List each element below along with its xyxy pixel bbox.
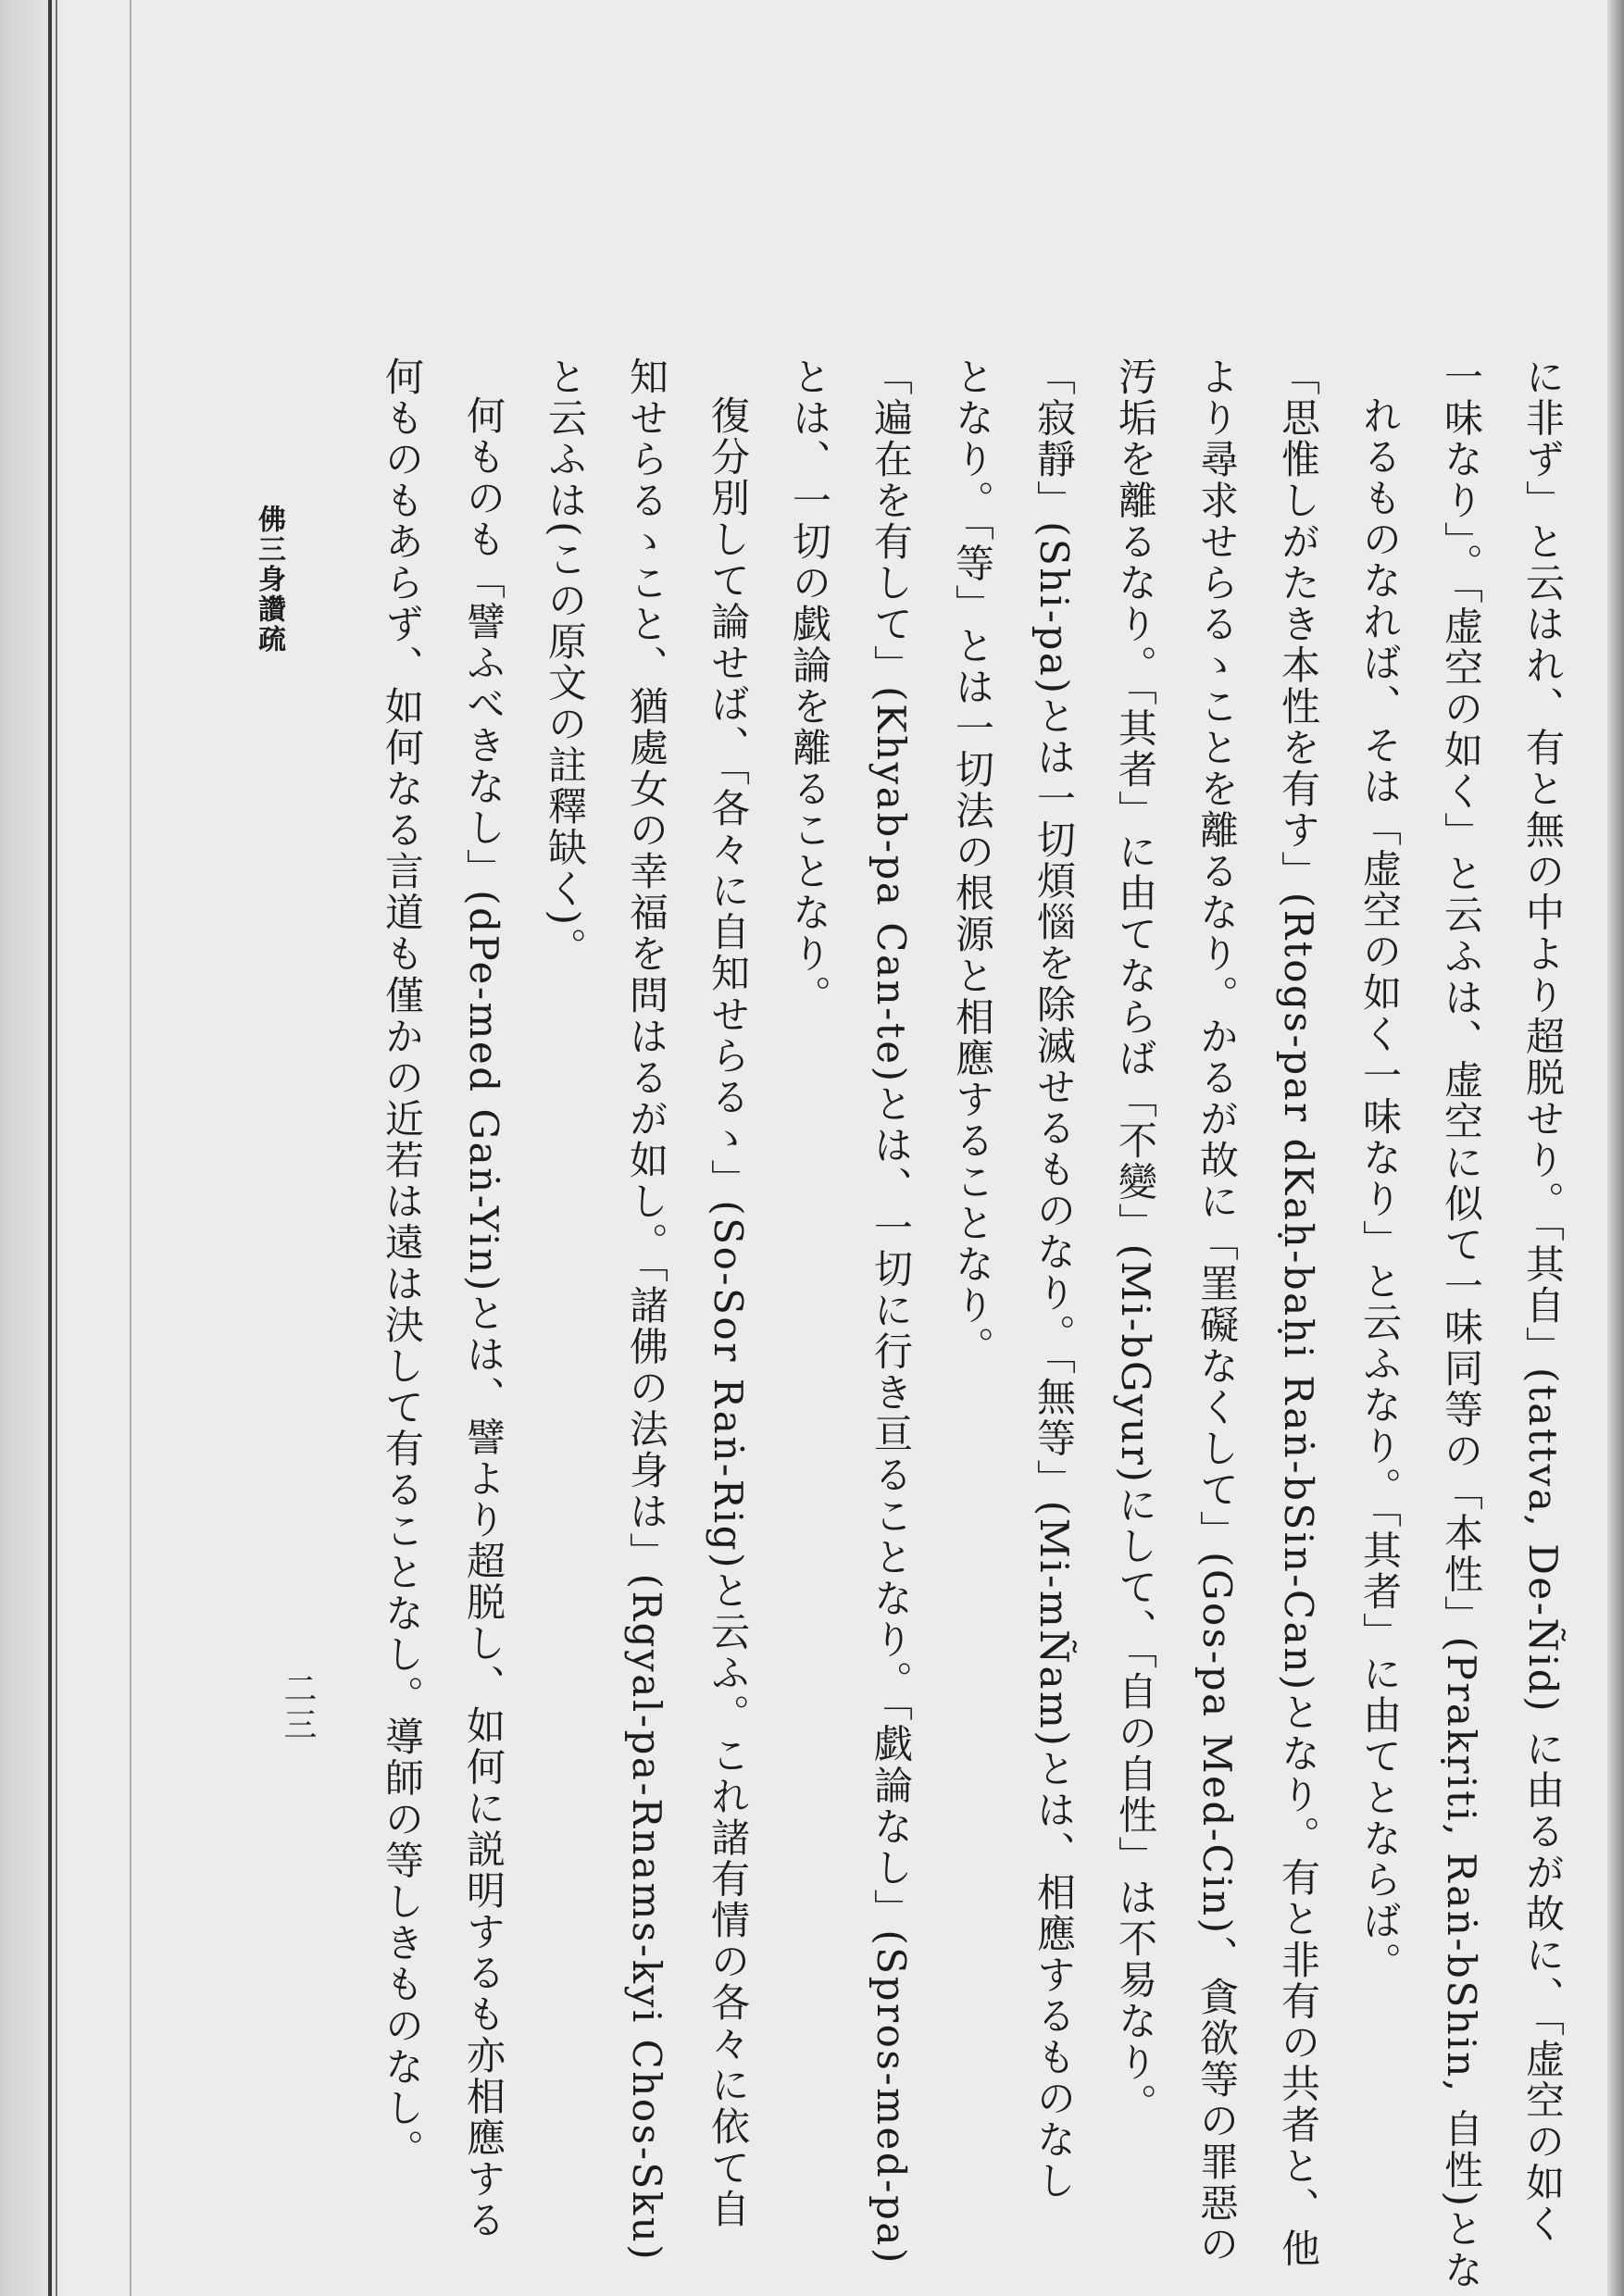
- text-line: 「思惟しがたき本性を有す」(Rtogs-par dKaḥ-baḥi Raṅ-bSin-Can)となり。有と非有の共者と、他: [1276, 356, 1321, 2269]
- text-line: 「遍在を有して」(Khyab-pa Can-te)とは、一切に行き亘ることなり。「戯論なし」(Spros-med-pa): [868, 356, 914, 2265]
- page-number: 二三: [279, 1671, 317, 1743]
- running-footer-title: 佛三身讚疏: [253, 505, 285, 655]
- text-line: と云ふは(この原文の註釋缺く)。: [543, 356, 588, 969]
- text-line: 何ものもあらず、如何なる言道も僅かの近若は遠は決して有ることなし。導師の等しきものなし。: [380, 356, 425, 2170]
- binding-line: [56, 0, 57, 2296]
- text-line: 復分別して論せば、「各々に自知せらるゝ」(So-Sor Raṅ-Rig)と云ふ。これ諸有情の各々に依て自: [706, 395, 751, 2230]
- text-line: 「寂靜」(Shi-pa)とは一切煩惱を除滅せるものなり。「無等」(Mi-mÑam)とは、相應するものなし: [1031, 356, 1077, 2202]
- text-line: 何ものも「譬ふべきなし」(dPe-med Gaṅ-Yin)とは、譬より超脱し、如何に説明するも亦相應する: [461, 395, 506, 2241]
- body-text: [306, 356, 1583, 2291]
- text-line: とは、一切の戯論を離ることなり。: [787, 356, 832, 1017]
- text-line: に非ず」と云はれ、有と無の中より超脱せり。「其自」(tattva, De-Ñid) に由るが故に、「虚空の如く: [1520, 356, 1566, 2245]
- text-line: 汚垢を離るなり。「其者」に由てならば「不變」(Mi-bGyur)にして、「自の自性」は不易なり。: [1113, 356, 1158, 2125]
- text-line: より尋求せらるゝことを離るなり。かるが故に「罣礙なくして」(Gos-pa Med-Cin)、貪欲等の罪惡の: [1194, 356, 1240, 2265]
- binding-line: [48, 0, 52, 2296]
- text-line: となり。「等」とは一切法の根源と相應することなり。: [950, 356, 995, 1367]
- text-line: 一味なり」。「虚空の如く」と云ふは、虚空に似て一味同等の「本性」(Prakṛiti, Raṅ-bShin, 自性)とな: [1439, 356, 1484, 2291]
- binding-line: [130, 0, 131, 2296]
- page-right-edge: [1607, 0, 1624, 2296]
- text-line: 知せらるゝこと、猶處女の幸福を問はるが如し。「諸佛の法身は」(Rgyal-pa-Rnams-kyi Chos-Sku): [624, 356, 669, 2263]
- text-line: れるものなれば、そは「虚空の如く一味なり」と云ふなり。「其者」に由てとならば。: [1357, 395, 1403, 1984]
